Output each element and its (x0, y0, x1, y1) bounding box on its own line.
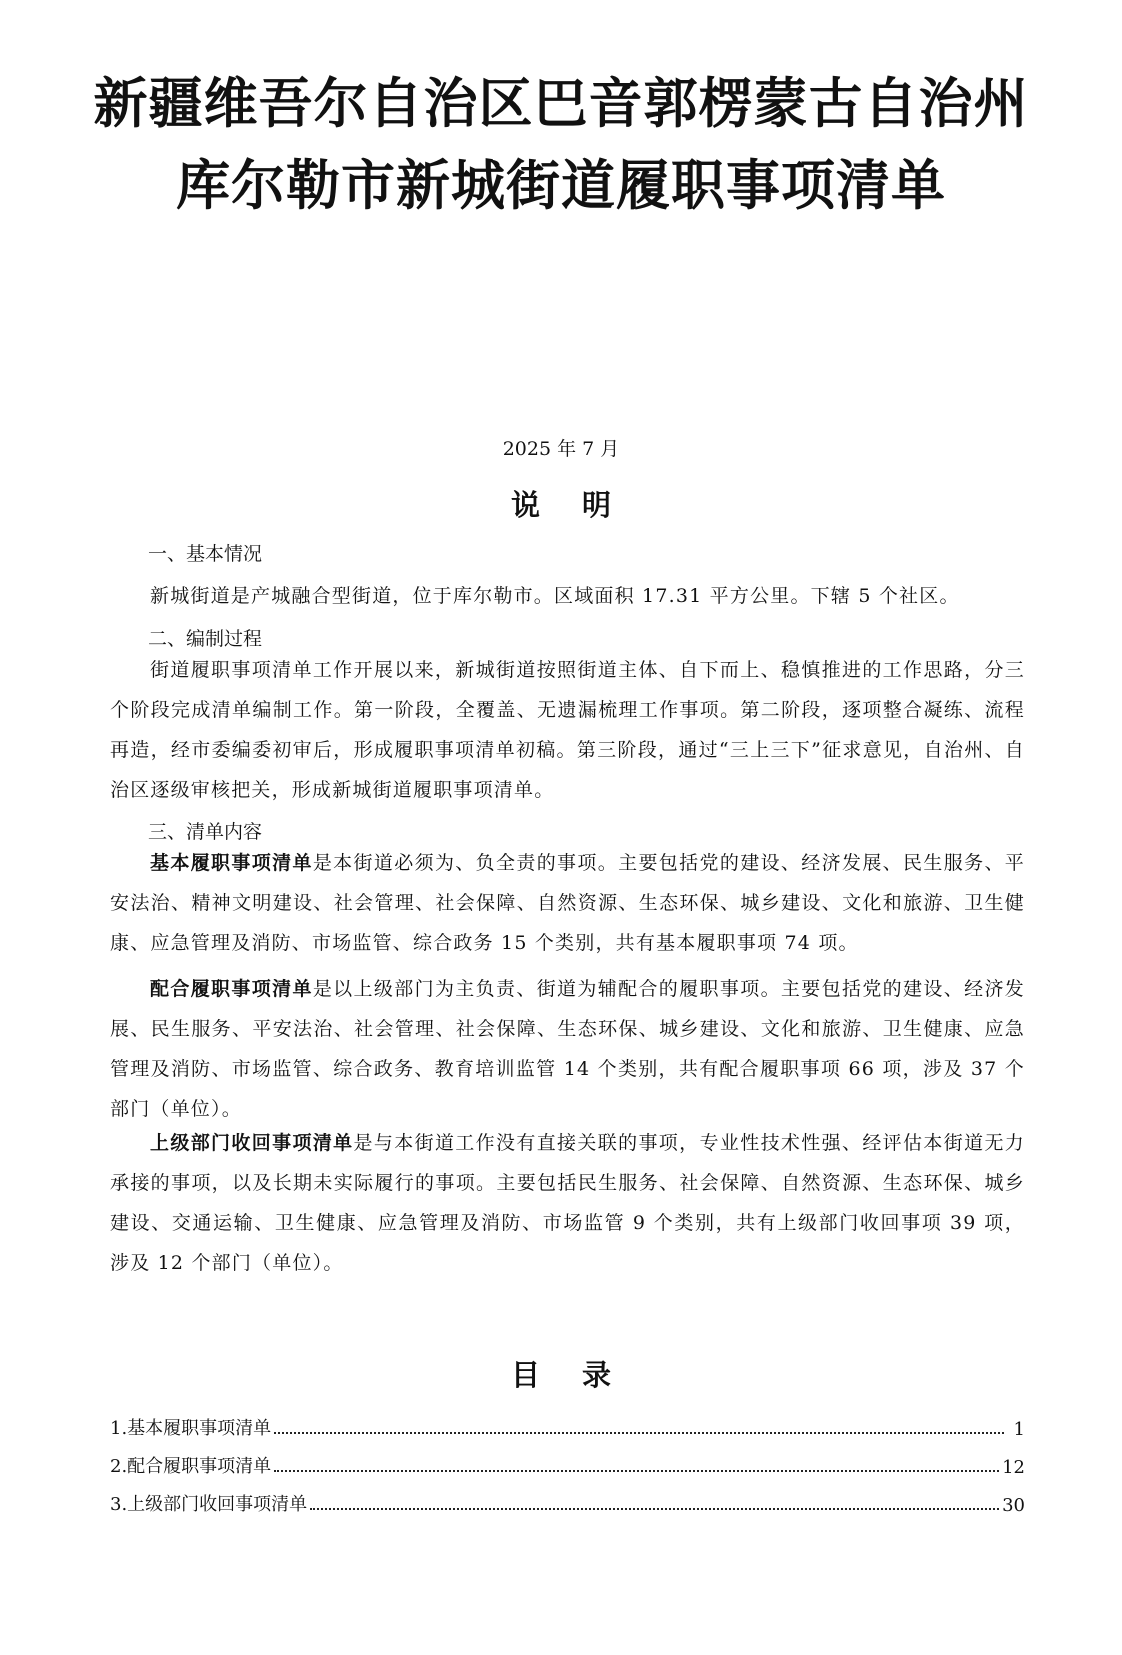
list-item-basic-duties (110, 843, 1025, 963)
document-date: 2025 年 7 月 (502, 438, 620, 460)
list-item-lead: 配合履职事项清单 (150, 978, 313, 1000)
toc-entry[interactable] (110, 1486, 1025, 1516)
list-item-cooperative-duties (110, 969, 1025, 1129)
toc-entry-label: 2.配合履职事项清单 (110, 1456, 272, 1477)
explanation-heading: 说明 (510, 488, 653, 522)
section-paragraph-compilation: 街道履职事项清单工作开展以来，新城街道按照街道主体、自下而上、稳慎推进的工作思路，分三个阶段完成清单编制工作。第一阶段，全覆盖、无遗漏梳理工作事项。第二阶段，逐项整合凝练、流程再造，经市委编委初审后，形成履职事项清单初稿。第三阶段，通过“三上三下”征求意见，自治州、自治区逐级审核把关，形成新城街道履职事项清单。 (110, 659, 1025, 801)
section-paragraph-basic-info: 新城街道是产城融合型街道，位于库尔勒市。区域面积 17.31 平方公里。下辖 5 个社区。 (150, 585, 960, 607)
list-item-lead: 上级部门收回事项清单 (150, 1132, 354, 1154)
toc-heading: 目录 (510, 1358, 653, 1392)
list-item-lead: 基本履职事项清单 (150, 852, 313, 874)
document-title-line-1: 新疆维吾尔自治区巴音郭楞蒙古自治州 (93, 72, 1029, 135)
list-item-text: 是以上级部门为主负责、街道为辅配合的履职事项。主要包括党的建设、经济发展、民生服务、平安法治、社会管理、社会保障、生态环保、城乡建设、文化和旅游、卫生健康、应急管理及消防、市场监管、综合政务、教育培训监管 14 个类别，共有配合履职事项 66 项，涉及 37 个部门（单位）。 (110, 978, 1025, 1120)
toc-leader-dots (274, 1469, 999, 1472)
toc-entry[interactable] (110, 1410, 1025, 1440)
document-title-line-2: 库尔勒市新城街道履职事项清单 (176, 154, 946, 217)
toc-entry-label: 1.基本履职事项清单 (110, 1418, 272, 1439)
list-item-recalled-duties (110, 1123, 1025, 1283)
toc-leader-dots (274, 1431, 1004, 1434)
list-item-text: 是本街道必须为、负全责的事项。主要包括党的建设、经济发展、民生服务、平安法治、精神文明建设、社会管理、社会保障、自然资源、生态环保、城乡建设、文化和旅游、卫生健康、应急管理及消防、市场监管、综合政务 15 个类别，共有基本履职事项 74 项。 (110, 852, 1025, 954)
toc-entry-label: 3.上级部门收回事项清单 (110, 1494, 308, 1515)
list-item-text: 是与本街道工作没有直接关联的事项，专业性技术性强、经评估本街道无力承接的事项，以及长期未实际履行的事项。主要包括民生服务、社会保障、自然资源、生态环保、城乡建设、交通运输、卫生健康、应急管理及消防、市场监管 9 个类别，共有上级部门收回事项 39 项，涉及 12 个部门（单位）。 (110, 1132, 1025, 1274)
toc-entry-page: 1 (1013, 1419, 1025, 1440)
section-heading-list-content: 三、清单内容 (148, 821, 263, 843)
section-heading-compilation: 二、编制过程 (148, 628, 263, 650)
toc-entry[interactable] (110, 1448, 1025, 1478)
toc-entry-page: 12 (1002, 1457, 1025, 1478)
toc-leader-dots (310, 1507, 999, 1510)
toc-entry-page: 30 (1002, 1495, 1025, 1516)
section-heading-basic-info: 一、基本情况 (148, 543, 263, 565)
